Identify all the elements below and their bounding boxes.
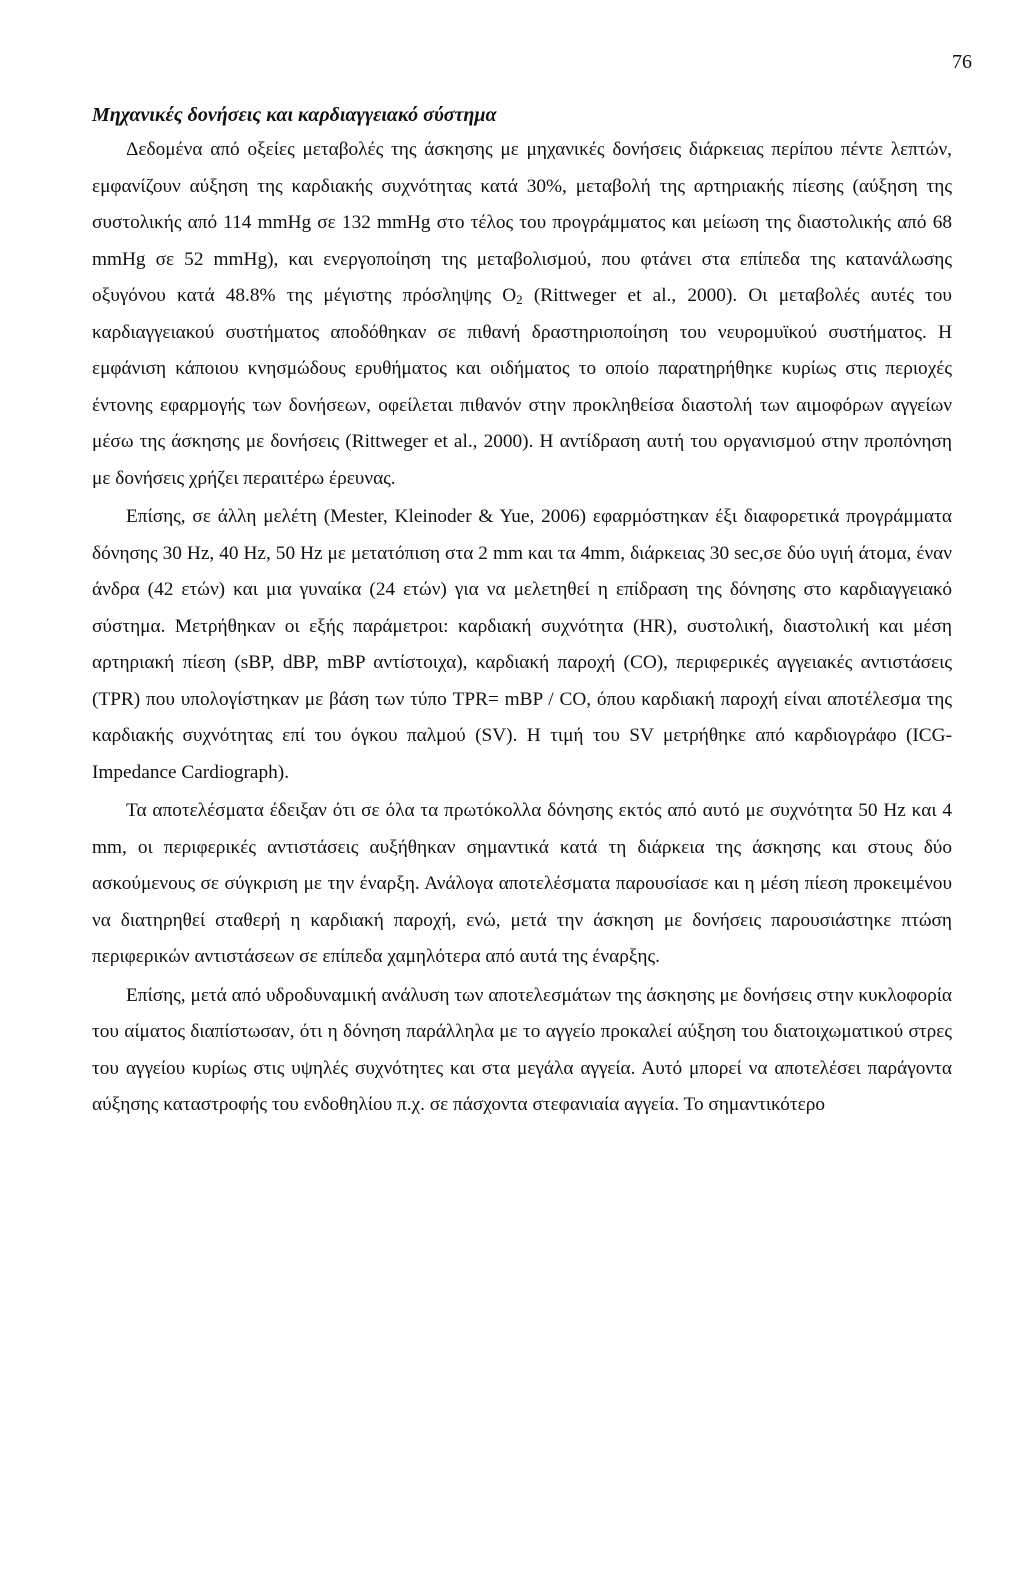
paragraph-4: Επίσης, μετά από υδροδυναμική ανάλυση των αποτελεσμάτων της άσκησης με δονήσεις στην κυκλοφορία του αίματος διαπίστωσαν, ότι η δόνηση παράλληλα με το αγγείο προκαλεί αύξηση του διατοιχωματικού στρες του αγγείου κυρίως στις υψηλές συχνότητες και στα μεγάλα αγγεία. Αυτό μπορεί να αποτελέσει παράγοντα αύξησης καταστροφής του ενδοθηλίου π.χ. σε πάσχοντα στεφανιαία αγγεία. Το σημαντικότερο bbox=[92, 984, 952, 1115]
paragraph-3: Τα αποτελέσματα έδειξαν ότι σε όλα τα πρωτόκολλα δόνησης εκτός από αυτό με συχνότητα 50 Hz και 4 mm, οι περιφερικές αντιστάσεις αυξήθηκαν σημαντικά κατά τη διάρκεια της άσκησης και στους δύο ασκούμενους σε σύγκριση με την έναρξη. Ανάλογα αποτελέσματα παρουσίασε και η μέση πίεση προκειμένου να διατηρηθεί σταθερή η καρδιακή παροχή, ενώ, μετά την άσκηση με δονήσεις παρουσιάστηκε πτώση περιφερικών αντιστάσεων σε επίπεδα χαμηλότερα από αυτά της έναρξης. bbox=[92, 800, 952, 967]
paragraph-1 bbox=[92, 132, 952, 497]
paragraph-1-text-b: (Rittweger et al., 2000). Οι μεταβολές αυτές του καρδιαγγειακού συστήματος αποδόθηκαν σε πιθανή δραστηριοποίηση του νευρομυϊκού συστήματος. Η εμφάνιση κάποιου κνησμώδους ερυθήματος και οιδήματος το οποίο παρατηρήθηκε κυρίως στις περιοχές έντονης εφαρμογής των δονήσεων, οφείλεται πιθανόν στην προκληθείσα διαστολή των αιμοφόρων αγγείων μέσω της άσκησης με δονήσεις (Rittweger et al., 2000). Η αντίδραση αυτή του οργανισμού στην προπόνηση με δονήσεις χρήζει περαιτέρω έρευνας. bbox=[92, 285, 952, 489]
paragraph-1-text-a: Δεδομένα από οξείες μεταβολές της άσκησης με μηχανικές δονήσεις διάρκειας περίπου πέντε λεπτών, εμφανίζουν αύξηση της καρδιακής συχνότητας κατά 30%, μεταβολή της αρτηριακής πίεσης (αύξηση της συστολικής από 114 mmHg σε 132 mmHg στο τέλος του προγράμματος και μείωση της διαστολικής από 68 mmHg σε 52 mmHg), και ενεργοποίηση της μεταβολισμού, που φτάνει στα επίπεδα της κατανάλωσης οξυγόνου κατά 48.8% της μέγιστης πρόσληψης O bbox=[92, 139, 952, 306]
page-number: 76 bbox=[952, 51, 972, 73]
section-title: Μηχανικές δονήσεις και καρδιαγγειακό σύστημα bbox=[92, 104, 497, 126]
document-body bbox=[92, 102, 952, 1124]
oxygen-subscript: 2 bbox=[516, 292, 523, 307]
paragraph-2: Επίσης, σε άλλη μελέτη (Mester, Kleinoder & Yue, 2006) εφαρμόστηκαν έξι διαφορετικά προγράμματα δόνησης 30 Hz, 40 Hz, 50 Hz με μετατόπιση στα 2 mm και τα 4mm, διάρκειας 30 sec,σε δύο υγιή άτομα, έναν άνδρα (42 ετών) και μια γυναίκα (24 ετών) για να μελετηθεί η επίδραση της δόνησης στο καρδιαγγειακό σύστημα. Μετρήθηκαν οι εξής παράμετροι: καρδιακή συχνότητα (HR), συστολική, διαστολική και μέση αρτηριακή πίεση (sBP, dBP, mBP αντίστοιχα), καρδιακή παροχή (CO), περιφερικές αγγειακές αντιστάσεις (TPR) που υπολογίστηκαν με βάση των τύπο TPR= mBP / CO, όπου καρδιακή παροχή είναι αποτέλεσμα της καρδιακής συχνότητας επί του όγκου παλμού (SV). Η τιμή του SV μετρήθηκε από καρδιογράφο (ICG-Impedance Cardiograph). bbox=[92, 506, 952, 783]
